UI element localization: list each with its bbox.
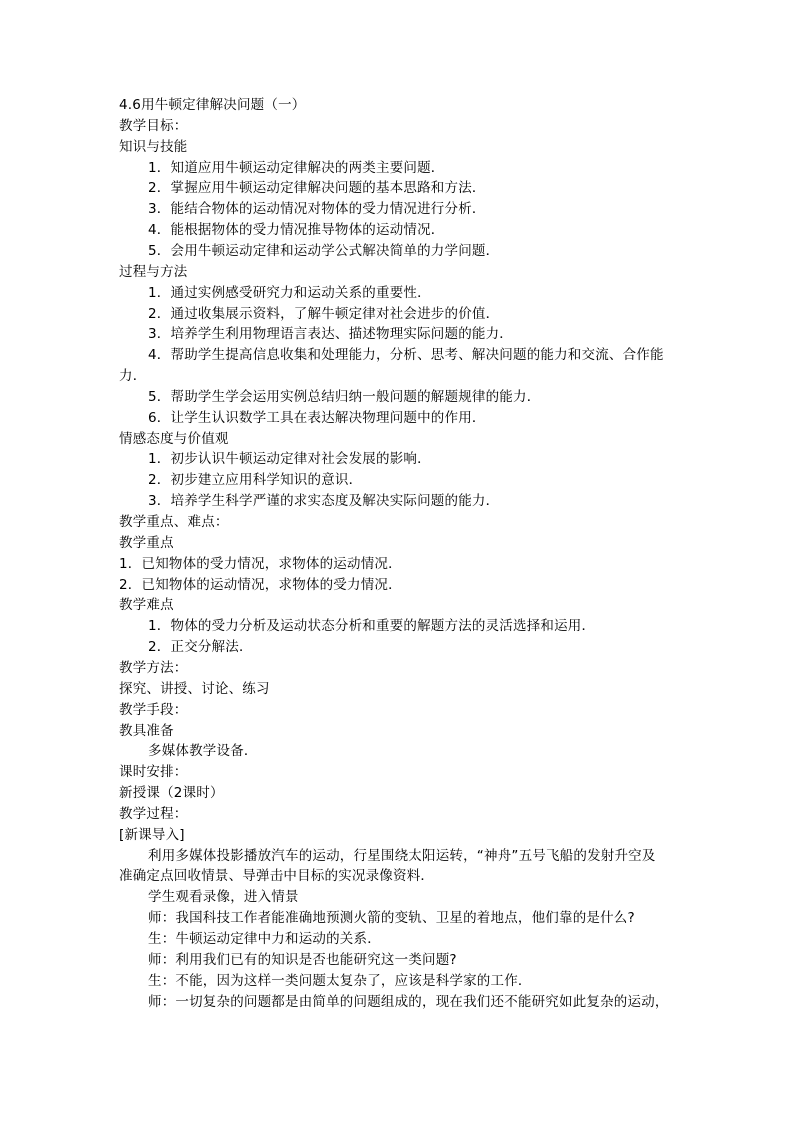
text-line: 力．	[119, 368, 147, 385]
text-line: 师：我国科技工作者能准确地预测火箭的变轨、卫星的着地点，他们靠的是什么?	[148, 910, 635, 927]
text-line: 2．已知物体的运动情况，求物体的受力情况．	[119, 576, 402, 593]
text-line: 教学重点	[119, 534, 174, 551]
text-line: 教学方法：	[119, 659, 188, 676]
text-line: 学生观看录像，进入情景	[148, 889, 299, 906]
text-line: 4．能根据物体的受力情况推导物体的运动情况．	[148, 222, 445, 239]
text-line: 师：利用我们已有的知识是否也能研究这一类问题?	[148, 951, 457, 968]
text-line: 教学目标：	[119, 117, 188, 134]
text-line: 教学过程：	[119, 805, 188, 822]
text-line: 1．知道应用牛顿运动定律解决的两类主要问题．	[148, 159, 445, 176]
text-line: 5．帮助学生学会运用实例总结归纳一般问题的解题规律的能力．	[148, 388, 541, 405]
text-line: 情感态度与价值观	[119, 430, 229, 447]
text-line: 教具准备	[119, 722, 174, 739]
text-line: 4．帮助学生提高信息收集和处理能力，分析、思考、解决问题的能力和交流、合作能	[148, 347, 664, 364]
text-line: 探究、讲授、讨论、练习	[119, 680, 270, 697]
text-line: 2．正交分解法．	[148, 639, 253, 656]
text-line: 5．会用牛顿运动定律和运动学公式解决简单的力学问题．	[148, 242, 500, 259]
text-line: 多媒体教学设备．	[148, 743, 258, 760]
text-line: 教学难点	[119, 597, 174, 614]
text-line: 1．通过实例感受研究力和运动关系的重要性．	[148, 284, 431, 301]
text-line: 2．掌握应用牛顿运动定律解决问题的基本思路和方法．	[148, 180, 486, 197]
text-line: 课时安排：	[119, 764, 188, 781]
text-line: 3．能结合物体的运动情况对物体的受力情况进行分析．	[148, 201, 486, 218]
text-line: [新课导入]	[119, 826, 185, 843]
text-line: 新授课（2课时）	[119, 785, 224, 802]
text-line: 生：牛顿运动定律中力和运动的关系．	[148, 931, 381, 947]
text-line: 师：一切复杂的问题都是由简单的问题组成的，现在我们还不能研究如此复杂的运动，	[148, 993, 669, 1010]
text-line: 利用多媒体投影播放汽车的运动，行星围绕太阳运转，“神舟”五号飞船的发射升空及	[148, 847, 656, 864]
text-line: 1．已知物体的受力情况，求物体的运动情况．	[119, 555, 402, 572]
text-line: 2．初步建立应用科学知识的意识．	[148, 472, 363, 489]
text-line: 教学手段：	[119, 701, 188, 718]
text-line: 生：不能，因为这样一类问题太复杂了，应该是科学家的工作．	[148, 972, 532, 989]
text-line: 知识与技能	[119, 138, 188, 155]
text-line: 过程与方法	[119, 263, 188, 280]
text-line: 3．培养学生科学严谨的求实态度及解决实际问题的能力．	[148, 493, 500, 510]
text-line: 准确定点回收情景、导弹击中目标的实况录像资料．	[119, 868, 435, 885]
text-line: 3．培养学生利用物理语言表达、描述物理实际问题的能力．	[148, 326, 513, 343]
text-line: 2．通过收集展示资料，了解牛顿定律对社会进步的价值．	[148, 305, 500, 322]
text-line: 4.6用牛顿定律解决问题（一）	[119, 97, 306, 113]
text-line: 教学重点、难点：	[119, 514, 229, 530]
text-line: 1．初步认识牛顿运动定律对社会发展的影响．	[148, 451, 431, 468]
text-line: 1．物体的受力分析及运动状态分析和重要的解题方法的灵活选择和运用．	[148, 618, 596, 635]
text-line: 6．让学生认识数学工具在表达解决物理问题中的作用．	[148, 409, 486, 426]
